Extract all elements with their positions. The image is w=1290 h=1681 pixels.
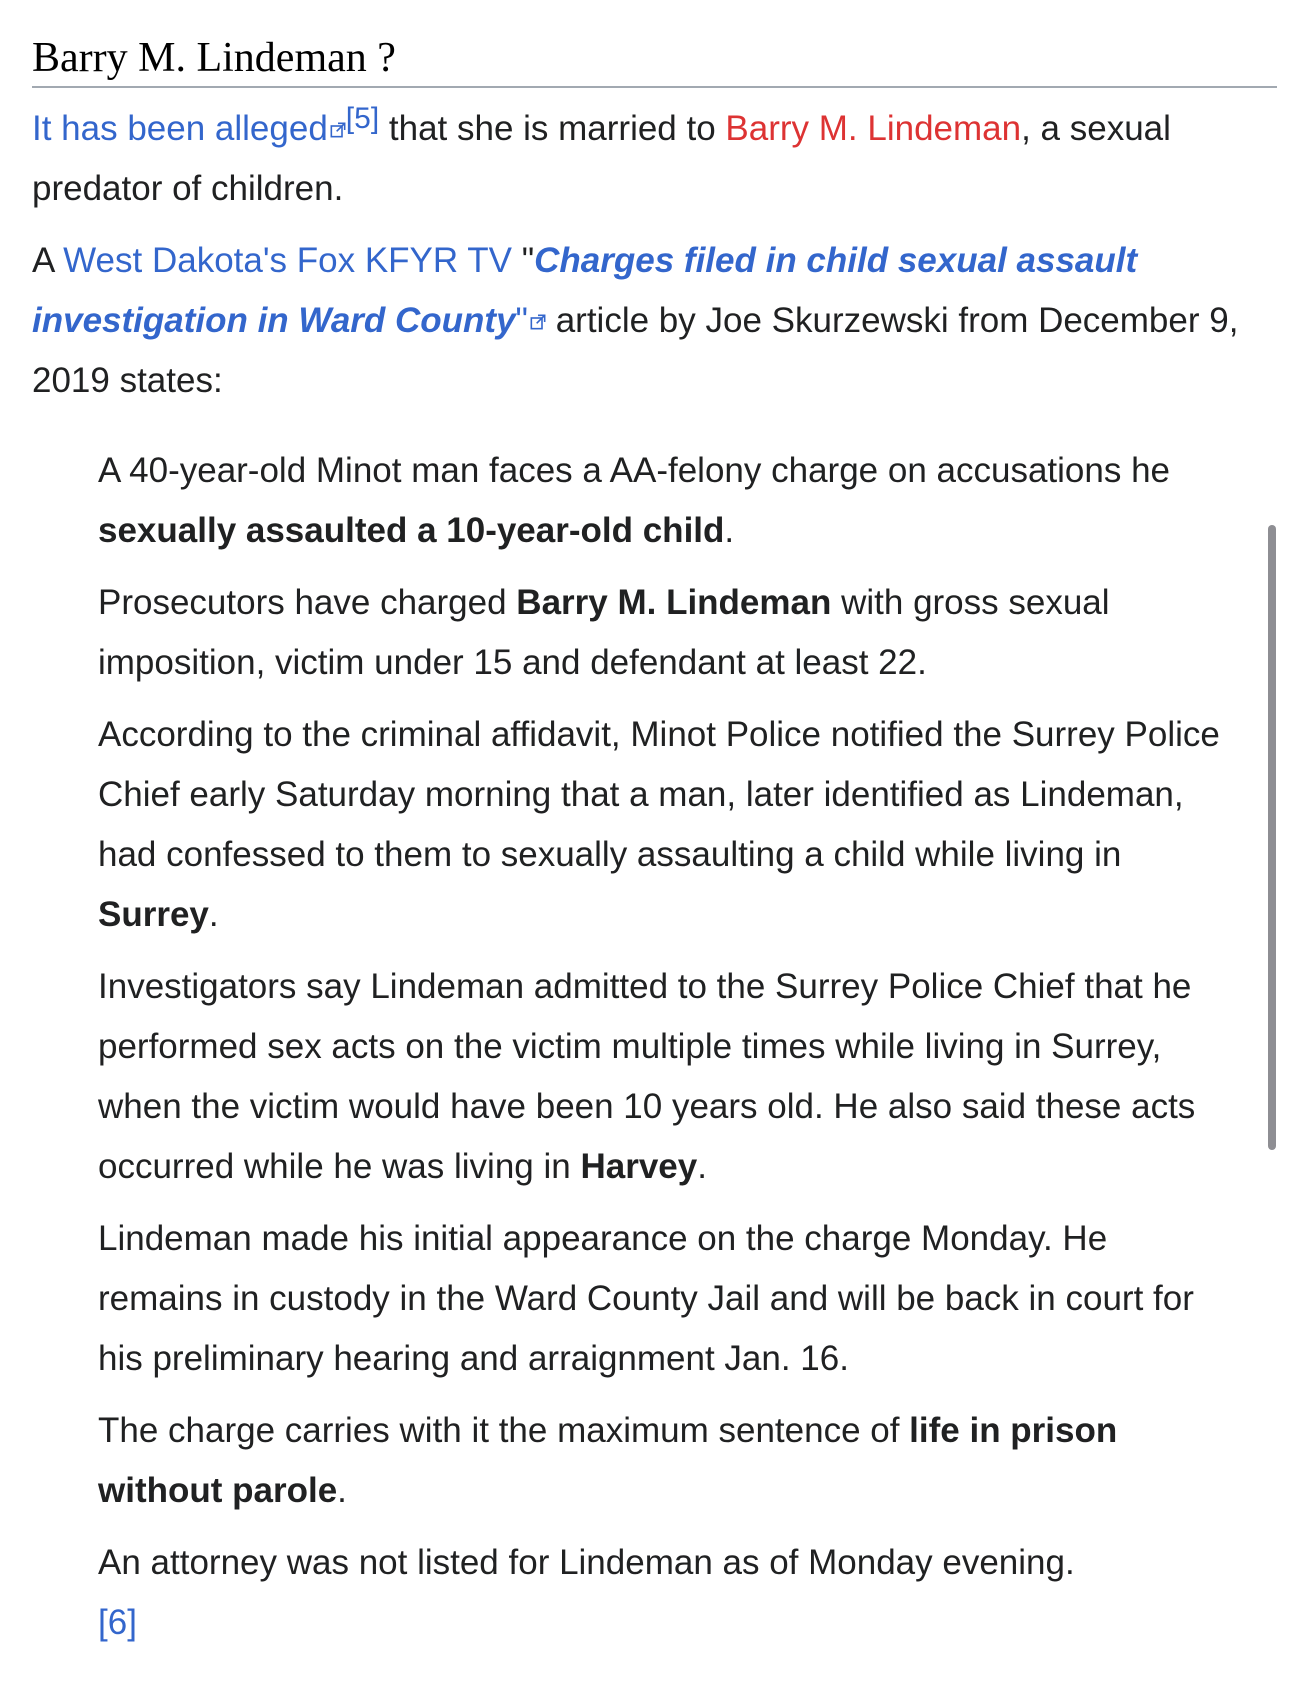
quote-bold: life in prison without parole bbox=[98, 1411, 1118, 1510]
source-suffix: article by Joe Skurzewski from December 9, 2019 states: bbox=[32, 301, 1239, 400]
quote-text: . bbox=[337, 1471, 347, 1510]
source-paragraph bbox=[32, 231, 1272, 411]
quote-paragraph-4 bbox=[98, 957, 1228, 1197]
quote-text: . bbox=[724, 511, 735, 550]
intro-text-1: that she is married to bbox=[379, 109, 726, 148]
quote-paragraph-5: Lindeman made his initial appearance on the charge Monday. He remains in custody in the Ward County Jail and will be back in court for his preliminary hearing and arraignment Jan. 16. bbox=[98, 1219, 1194, 1378]
quote-paragraph-2 bbox=[98, 573, 1228, 693]
quote-paragraph-1 bbox=[98, 441, 1228, 561]
quote-paragraph-7 bbox=[98, 1533, 1228, 1653]
quote-bold: sexually assaulted a 10-year-old child bbox=[98, 511, 725, 550]
reference-5[interactable]: [5] bbox=[345, 102, 380, 135]
reference-6[interactable]: [6] bbox=[98, 1603, 137, 1642]
quote-text: The charge carries with it the maximum sentence of bbox=[98, 1411, 910, 1450]
quote-text: Investigators say Lindeman admitted to the Surrey Police Chief that he performed sex acts on the victim multiple times while living in Surrey, when the victim would have been 10 years old. He also said these acts occurred while he was living in bbox=[98, 967, 1196, 1186]
barry-lindeman-redlink[interactable]: Barry M. Lindeman bbox=[725, 109, 1022, 148]
article-body bbox=[32, 99, 1272, 1665]
external-link-icon bbox=[530, 314, 546, 330]
scrollbar[interactable] bbox=[1268, 525, 1276, 1150]
section-heading: Barry M. Lindeman ? bbox=[32, 30, 1277, 88]
quote-text: A 40-year-old Minot man faces a AA-felony charge on accusations he bbox=[98, 451, 1170, 490]
quote-paragraph-3 bbox=[98, 705, 1228, 945]
quote-text: According to the criminal affidavit, Minot Police notified the Surrey Police Chief early Saturday morning that a man, later identified as Lindeman, had confessed to them to sexually assaulting a child while living in bbox=[98, 715, 1220, 874]
quote-bold: Harvey bbox=[580, 1147, 698, 1186]
article-title-link[interactable]: Charges filed in child sexual assault investigation in Ward County bbox=[32, 241, 1138, 340]
quote-text: Prosecutors have charged bbox=[98, 583, 517, 622]
quote-text: with gross sexual imposition, victim under 15 and defendant at least 22. bbox=[98, 583, 1110, 682]
quote-open: " bbox=[512, 241, 535, 280]
outlet-link[interactable]: West Dakota's Fox KFYR TV bbox=[63, 241, 512, 280]
quote-text: . bbox=[697, 1147, 707, 1186]
quote-text: . bbox=[208, 895, 219, 934]
quote-paragraph-6 bbox=[98, 1401, 1228, 1521]
intro-paragraph bbox=[32, 99, 1272, 219]
article-quote bbox=[32, 441, 1228, 1653]
alleged-link[interactable]: It has been alleged bbox=[32, 109, 328, 148]
quote-bold: Surrey bbox=[98, 895, 209, 934]
quote-close: " bbox=[515, 301, 528, 340]
external-link-icon bbox=[330, 122, 346, 138]
quote-bold: Barry M. Lindeman bbox=[516, 583, 832, 622]
quote-text: An attorney was not listed for Lindeman as of Monday evening. bbox=[98, 1543, 1075, 1582]
intro-text-2: , a sexual predator of children. bbox=[32, 109, 1171, 208]
source-prefix: A bbox=[32, 241, 64, 280]
